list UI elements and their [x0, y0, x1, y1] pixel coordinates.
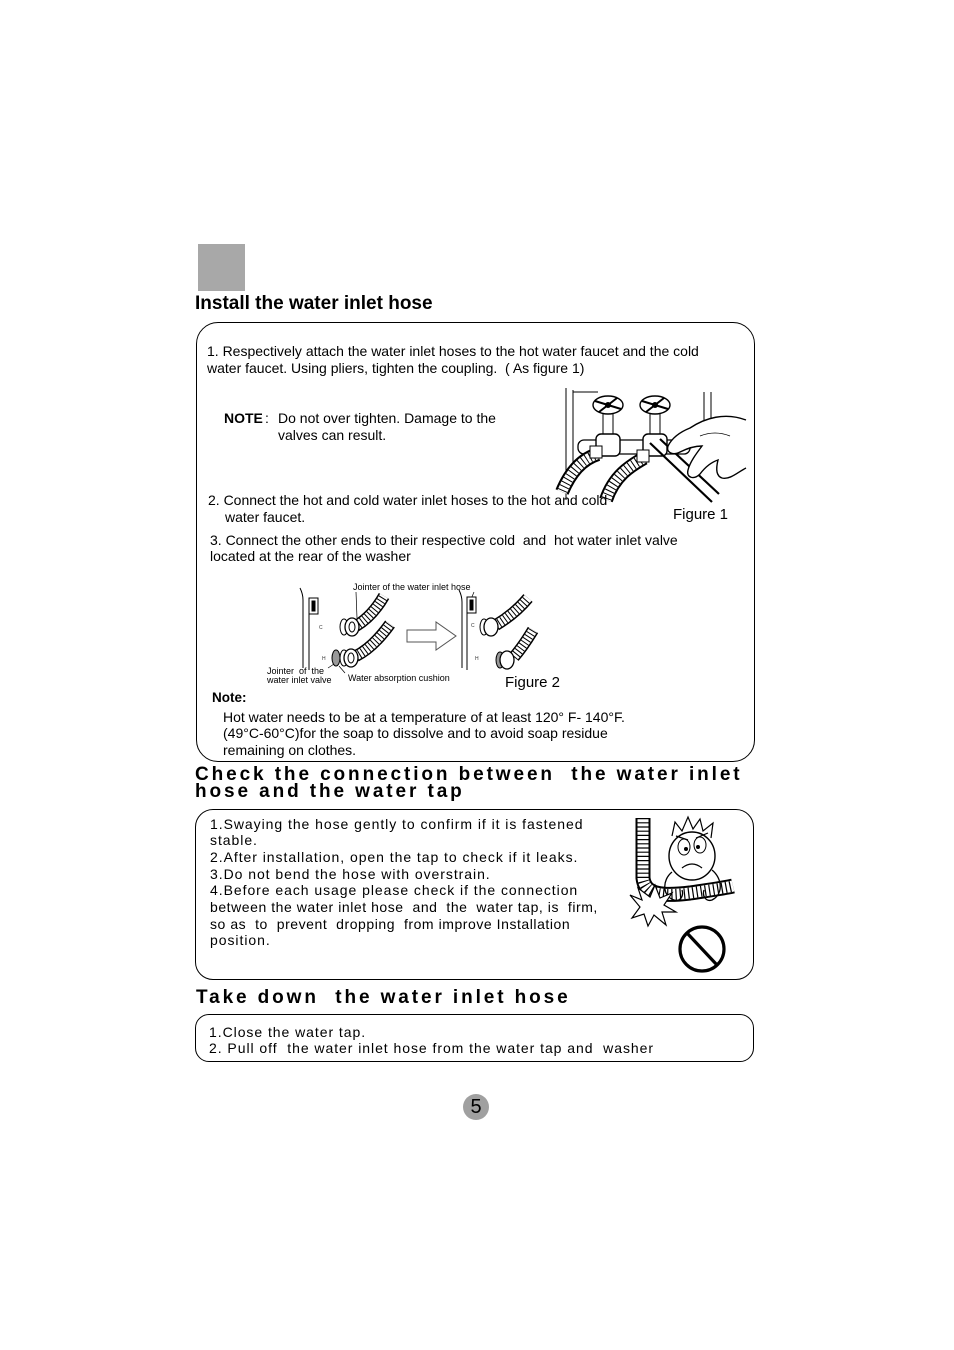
washer-rear-panel-before: [300, 588, 318, 670]
note2-label: Note:: [212, 690, 247, 705]
check-line8: position.: [210, 932, 271, 948]
figure2-caption: Figure 2: [505, 674, 561, 691]
label-absorption-cushion: Water absorption cushion: [348, 673, 450, 683]
take-down-line1: 1.Close the water tap.: [209, 1024, 367, 1040]
check-line7: so as to prevent dropping from improve Installation: [210, 916, 571, 932]
upper-jointer-after: [480, 618, 498, 636]
note-separator: :: [265, 410, 269, 426]
label-hose-jointer: Jointer of the water inlet hose: [353, 582, 471, 592]
lower-jointer-after: [496, 651, 514, 669]
step2-line1: 2. Connect the hot and cold water inlet hoses to the hot and cold: [208, 492, 608, 508]
section-title-check-connection-line2: hose and the water tap: [195, 781, 465, 802]
note-line1: Do not over tighten. Damage to the: [278, 410, 496, 426]
section-marker-square: [198, 244, 245, 291]
upper-jointer-before: [340, 618, 359, 636]
lower-hose-after: [514, 630, 533, 657]
section-title-take-down-hose: Take down the water inlet hose: [196, 987, 571, 1008]
label-valve-jointer-line2: water inlet valve: [267, 675, 332, 685]
step1-line2: water faucet. Using pliers, tighten the coupling. ( As figure 1): [207, 360, 585, 376]
check-line5: 4.Before each usage please check if the connection: [210, 882, 579, 898]
check-line3: 2.After installation, open the tap to check if it leaks.: [210, 849, 579, 865]
arrow-right-icon: [407, 622, 456, 650]
section-title-check-connection-line1: Check the connection between the water inlet: [195, 764, 743, 785]
cold-mark-before: C: [319, 625, 323, 631]
washer-rear-panel-after: [459, 590, 476, 670]
lower-jointer-before: [332, 649, 358, 667]
note2-line2: (49°C-60°C)for the soap to dissolve and to avoid soap residue: [223, 725, 608, 741]
step1-line1: 1. Respectively attach the water inlet hoses to the hot water faucet and the cold: [207, 343, 699, 359]
note2-line1: Hot water needs to be at a temperature of at least 120° F- 140°F.: [223, 709, 625, 725]
cartoon-hose-character-icon: [625, 815, 740, 975]
take-down-line2: 2. Pull off the water inlet hose from the water tap and washer: [209, 1040, 654, 1056]
character-head: [669, 817, 715, 880]
step2-line2: water faucet.: [225, 509, 306, 525]
hot-mark-before: H: [322, 656, 326, 662]
note-label: NOTE: [224, 410, 263, 426]
note2-line3: remaining on clothes.: [223, 742, 357, 758]
check-line4: 3.Do not bend the hose with overstrain.: [210, 866, 491, 882]
prohibition-icon: [680, 927, 724, 971]
check-line2: stable.: [210, 832, 258, 848]
section-title-install-hose: Install the water inlet hose: [195, 293, 433, 314]
note-line2: valves can result.: [278, 427, 387, 443]
step3-line2: located at the rear of the washer: [210, 548, 411, 564]
figure1-caption: Figure 1: [673, 506, 729, 523]
upper-hose-after: [496, 598, 528, 625]
step3-line1: 3. Connect the other ends to their respective cold and hot water inlet valve: [210, 532, 678, 548]
page-number-badge: 5: [463, 1094, 489, 1120]
label-valve-jointer-line1: Jointer of the: [267, 666, 325, 676]
cold-mark-after: C: [471, 623, 475, 629]
hand-icon: [668, 416, 746, 478]
upper-hose-before: [356, 596, 384, 626]
check-line6: between the water inlet hose and the water tap, is firm,: [210, 899, 598, 915]
check-line1: 1.Swaying the hose gently to confirm if it is fastened: [210, 816, 584, 832]
hot-mark-after: H: [475, 656, 479, 662]
